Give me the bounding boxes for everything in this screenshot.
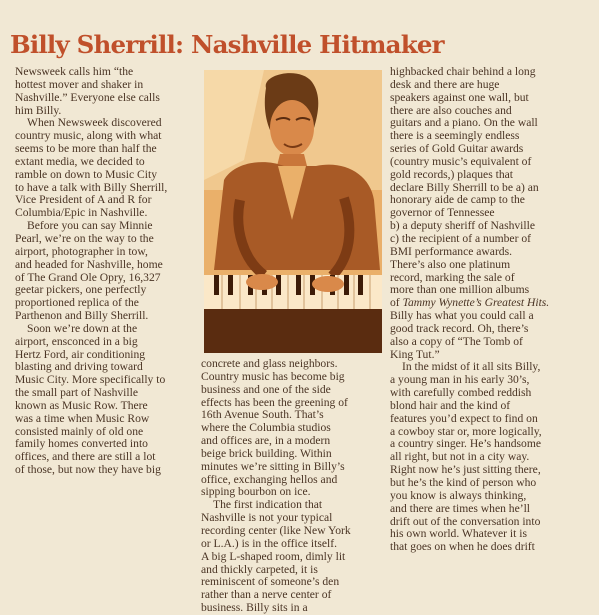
text-line: BMI performance awards. [390,244,513,258]
text-line: Country music has become big [201,369,345,383]
text-line: Nashville.” Everyone else calls [15,90,160,104]
photo-man-at-piano [204,70,382,353]
text-line: blasting and driving toward [15,360,143,374]
text-line: a country singer. He’s handsome [390,437,542,451]
text-line: you know is always thinking, [390,488,527,502]
text-line: of those, but now they have big [15,463,161,477]
text-line: sipping bourbon on ice. [201,485,311,499]
text-line: minutes we’re sitting in Billy’s [201,459,345,473]
text-line: Pearl, we’re on the way to the [15,231,154,245]
text-line: business. Billy sits in a [201,601,308,615]
text-column-middle [201,358,381,615]
text-line: King Tut.” [390,347,440,361]
text-line: all right, but not in a city way. [390,450,530,464]
text-line: Columbia/Epic in Nashville. [15,206,148,220]
text-line: of The Grand Ole Opry, 16,327 [15,270,161,284]
text-line: known as Music Row. There [15,398,148,412]
text-line: honorary aide de camp to the [390,193,525,207]
text-line: There’s also one platinum [390,257,511,271]
text-line: Music City. More specifically to [15,373,166,387]
text-line: rather than a nerve center of [201,588,332,602]
text-column-right [390,66,590,554]
text-line: ramble on down to Music City [15,167,158,181]
text-line: or L.A.) is in the office itself. [201,536,337,550]
text-line: with carefully combed reddish [390,386,532,400]
text-line: declare Billy Sherrill to be a) an [390,180,539,194]
text-line: and offices are, in a modern [201,434,331,448]
text-line: record, marking the sale of [390,270,515,284]
text-line: guitars and a piano. On the wall [390,116,538,130]
text-line: country music, along with what [15,129,162,143]
text-line: his own world. Whatever it is [390,527,527,541]
photo-illustration [204,70,382,353]
text-line: The first indication that [213,498,323,512]
text-line: Nashville is not your typical [201,511,333,525]
text-line: family homes converted into [15,437,148,451]
text-line: recording center (like New York [201,523,351,537]
text-line: speakers against one wall, but [390,90,529,104]
text-line: reminiscent of someone’s den [201,575,340,589]
text-line: drift out of the conversation into [390,514,541,528]
text-line: also a copy of “The Tomb of [390,334,523,348]
text-line: there are also couches and [390,103,512,117]
text-line: highbacked chair behind a long [390,65,536,78]
text-line: office, exchanging hellos and [201,472,338,486]
text-line: 16th Avenue South. That’s [201,408,324,422]
text-line: to have a talk with Billy Sherrill, [15,180,168,194]
text-line: Hertz Ford, air conditioning [15,347,146,361]
text-line: desk and there are huge [390,77,500,91]
text-line: airport, photographer in tow, [15,244,148,258]
text-line: blond hair and the kind of [390,398,511,412]
text-column-left [15,66,193,477]
text-line: and headed for Nashville, home [15,257,163,271]
text-line: Newsweek calls him “the [15,65,134,78]
text-line: Soon we’re down at the [27,321,138,335]
text-line: A big L-shaped room, dimly lit [201,549,346,563]
text-line: Parthenon and Billy Sherrill. [15,309,149,323]
text-line: hottest mover and shaker in [15,77,144,91]
text-line: effects has been the greening of [201,395,348,409]
text-line: there is a seemingly endless [390,129,520,143]
text-line: airport, ensconced in a big [15,334,138,348]
text-line: and thickly carpeted, it is [201,562,318,576]
text-line: When Newsweek discovered [27,116,162,130]
text-line: (country music’s equivalent of [390,154,532,168]
album-title: Tammy Wynette’s Greatest Hits. [402,296,550,310]
text-line: Right now he’s just sitting there, [390,463,541,477]
text-line: proportioned replica of the [15,296,139,310]
text-line: governor of Tennessee [390,206,495,220]
text-line: b) a deputy sheriff of Nashville [390,219,535,233]
text-line: good track record. Oh, there’s [390,321,529,335]
text-line: extant media, we decided to [15,154,145,168]
text-line: seems to be more than half the [15,142,157,156]
text-line: Billy has what you could call a [390,309,534,323]
text-line: offices, and there are still a lot [15,450,156,464]
text-line: where the Columbia studios [201,421,331,435]
text-line: geetar pickers, one perfectly [15,283,147,297]
text-line: gold records,) plaques that [390,167,513,181]
text-line: concrete and glass neighbors. [201,357,338,370]
text-line: that goes on when he does drift [390,540,535,554]
text-line: business and one of the side [201,382,331,396]
text-line: In the midst of it all sits Billy, [402,360,541,374]
text-line: a young man in his early 30’s, [390,373,530,387]
text-line: series of Gold Guitar awards [390,142,524,156]
text-line: him Billy. [15,103,62,117]
text-line: the small part of Nashville [15,386,138,400]
text-line: but he’s the kind of person who [390,476,537,489]
text-line: consisted mainly of old one [15,424,144,438]
text-line: Before you can say Minnie [27,219,153,233]
text-line: beige brick building. Within [201,446,332,460]
text-line: features you’d expect to find on [390,411,538,425]
text-line-prefix: of [390,296,403,310]
text-line: Vice President of A and R for [15,193,152,207]
text-line: more than one million albums [390,283,530,297]
text-line: and there are times when he’ll [390,501,531,515]
article-headline: Billy Sherrill: Nashville Hitmaker [10,30,444,59]
text-line: was a time when Music Row [15,411,150,425]
text-line: a cowboy star or, more logically, [390,424,542,438]
text-line: c) the recipient of a number of [390,231,531,245]
